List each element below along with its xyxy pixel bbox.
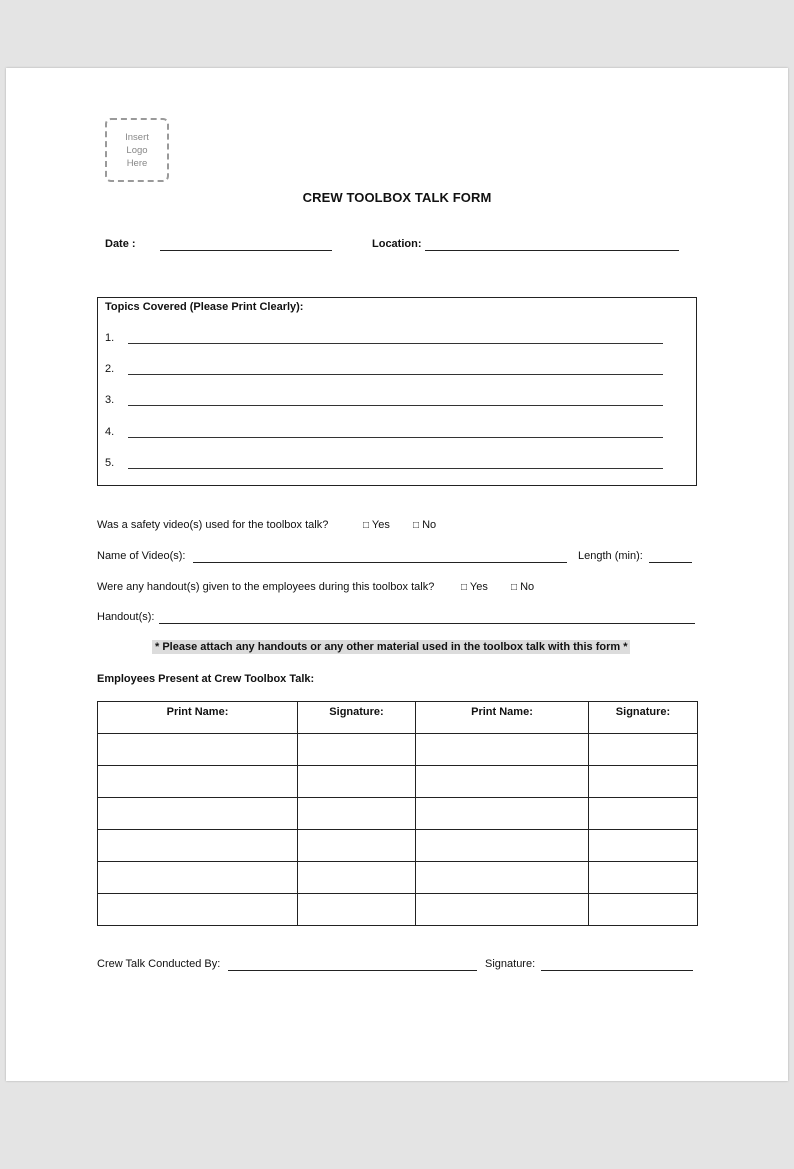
form-page xyxy=(6,68,788,1081)
column-header: Signature: xyxy=(298,702,416,734)
video-name-label: Name of Video(s): xyxy=(97,550,186,562)
topic-line-5[interactable] xyxy=(128,468,663,469)
checkbox-icon[interactable]: □ xyxy=(363,520,370,531)
checkbox-icon[interactable]: □ xyxy=(461,582,468,593)
topics-heading: Topics Covered (Please Print Clearly): xyxy=(105,301,304,313)
topic-number: 1. xyxy=(105,332,115,344)
table-row xyxy=(98,894,698,926)
date-label: Date : xyxy=(105,238,136,250)
handout-yes-option[interactable] xyxy=(461,581,488,593)
logo-placeholder xyxy=(105,118,169,182)
conducted-by-label: Crew Talk Conducted By: xyxy=(97,958,221,970)
checkbox-icon[interactable]: □ xyxy=(413,520,420,531)
conducted-by-field[interactable] xyxy=(228,970,477,971)
footer-signature-label: Signature: xyxy=(485,958,536,970)
table-row xyxy=(98,830,698,862)
topic-number: 5. xyxy=(105,457,115,469)
topic-number: 3. xyxy=(105,394,115,406)
attachment-note: * Please attach any handouts or any other material used in the toolbox talk with this form * xyxy=(152,640,630,654)
signature-cell[interactable] xyxy=(298,862,416,894)
signature-cell[interactable] xyxy=(589,830,698,862)
yes-label: Yes xyxy=(371,519,390,531)
video-no-option[interactable] xyxy=(413,519,436,531)
yes-label: Yes xyxy=(469,581,488,593)
print-name-cell[interactable] xyxy=(416,862,589,894)
print-name-cell[interactable] xyxy=(416,894,589,926)
employees-heading: Employees Present at Crew Toolbox Talk: xyxy=(97,673,315,685)
print-name-cell[interactable] xyxy=(98,766,298,798)
table-row xyxy=(98,766,698,798)
topics-box xyxy=(97,297,697,486)
signature-cell[interactable] xyxy=(589,798,698,830)
employees-table xyxy=(97,701,698,926)
column-header: Print Name: xyxy=(416,702,589,734)
date-field[interactable] xyxy=(160,250,332,251)
handout-no-option[interactable] xyxy=(511,581,534,593)
video-name-field[interactable] xyxy=(193,562,567,563)
length-label: Length (min): xyxy=(578,550,643,562)
print-name-cell[interactable] xyxy=(98,894,298,926)
video-yes-option[interactable] xyxy=(363,519,390,531)
topic-number: 2. xyxy=(105,363,115,375)
form-title: CREW TOOLBOX TALK FORM xyxy=(302,190,492,205)
print-name-cell[interactable] xyxy=(98,862,298,894)
signature-cell[interactable] xyxy=(589,894,698,926)
location-field[interactable] xyxy=(425,250,679,251)
table-row xyxy=(98,734,698,766)
signature-cell[interactable] xyxy=(298,798,416,830)
print-name-cell[interactable] xyxy=(416,830,589,862)
length-field[interactable] xyxy=(649,562,692,563)
topic-line-2[interactable] xyxy=(128,374,663,375)
topic-line-1[interactable] xyxy=(128,343,663,344)
print-name-cell[interactable] xyxy=(416,766,589,798)
signature-cell[interactable] xyxy=(298,894,416,926)
table-row xyxy=(98,862,698,894)
column-header: Signature: xyxy=(589,702,698,734)
footer-signature-field[interactable] xyxy=(541,970,693,971)
table-row xyxy=(98,798,698,830)
print-name-cell[interactable] xyxy=(98,798,298,830)
handouts-field[interactable] xyxy=(159,623,695,624)
print-name-cell[interactable] xyxy=(416,734,589,766)
print-name-cell[interactable] xyxy=(416,798,589,830)
signature-cell[interactable] xyxy=(589,862,698,894)
video-question: Was a safety video(s) used for the toolbox talk? xyxy=(97,519,329,531)
signature-cell[interactable] xyxy=(298,830,416,862)
no-label: No xyxy=(520,581,535,593)
checkbox-icon[interactable]: □ xyxy=(511,582,518,593)
no-label: No xyxy=(422,519,437,531)
topic-line-4[interactable] xyxy=(128,437,663,438)
topic-number: 4. xyxy=(105,426,115,438)
column-header: Print Name: xyxy=(98,702,298,734)
table-header-row xyxy=(98,702,698,734)
location-label: Location: xyxy=(372,238,422,250)
topic-line-3[interactable] xyxy=(128,405,663,406)
logo-placeholder-text: Insert Logo Here xyxy=(125,131,149,169)
print-name-cell[interactable] xyxy=(98,734,298,766)
handouts-label: Handout(s): xyxy=(97,611,155,623)
signature-cell[interactable] xyxy=(298,766,416,798)
handout-question: Were any handout(s) given to the employees during this toolbox talk? xyxy=(97,581,435,593)
signature-cell[interactable] xyxy=(589,734,698,766)
signature-cell[interactable] xyxy=(589,766,698,798)
signature-cell[interactable] xyxy=(298,734,416,766)
print-name-cell[interactable] xyxy=(98,830,298,862)
